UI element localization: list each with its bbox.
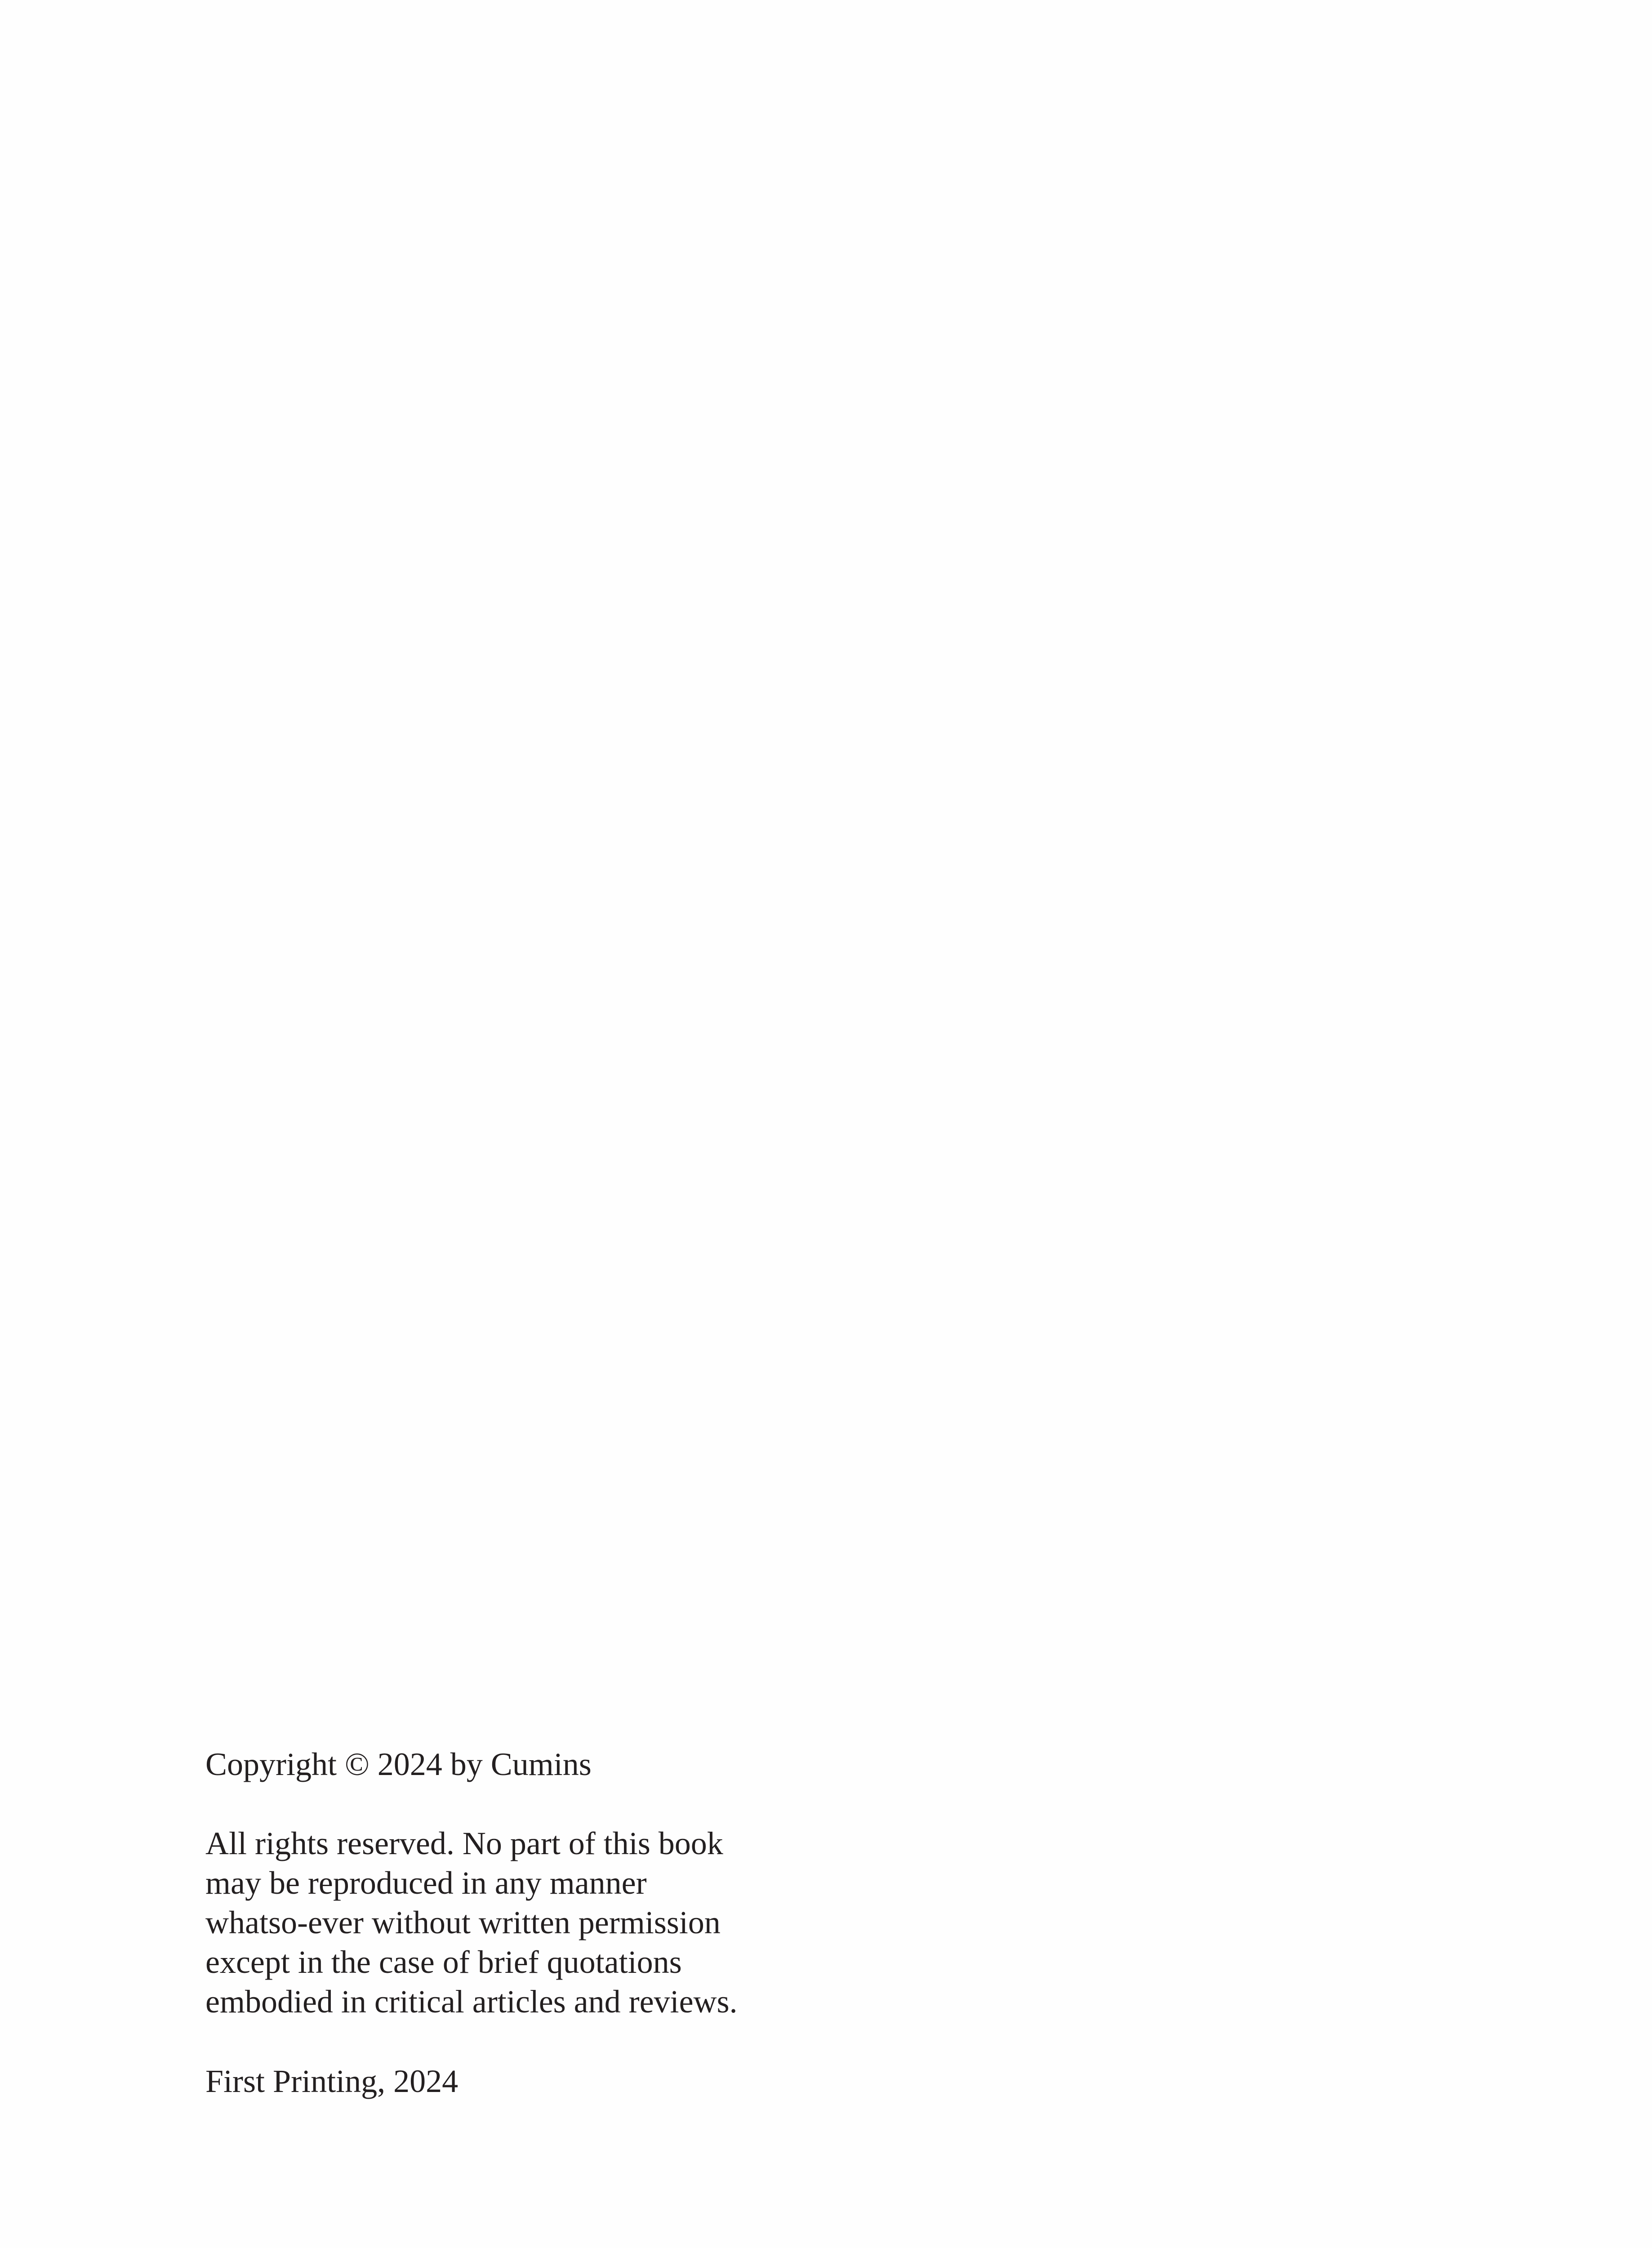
first-printing-line: First Printing, 2024: [205, 2063, 459, 2099]
rights-line: embodied in critical articles and reviews.: [205, 1984, 738, 2020]
copyright-notice: [205, 1744, 880, 2099]
rights-reserved-paragraph: [205, 1824, 738, 2021]
rights-line: except in the case of brief quotations: [205, 1944, 682, 1980]
copyright-line: Copyright © 2024 by Cumins: [205, 1746, 592, 1782]
rights-line: All rights reserved. No part of this book: [205, 1825, 723, 1861]
rights-line: may be reproduced in any manner: [205, 1865, 647, 1901]
rights-line: whatso-ever without written permission: [205, 1905, 721, 1940]
